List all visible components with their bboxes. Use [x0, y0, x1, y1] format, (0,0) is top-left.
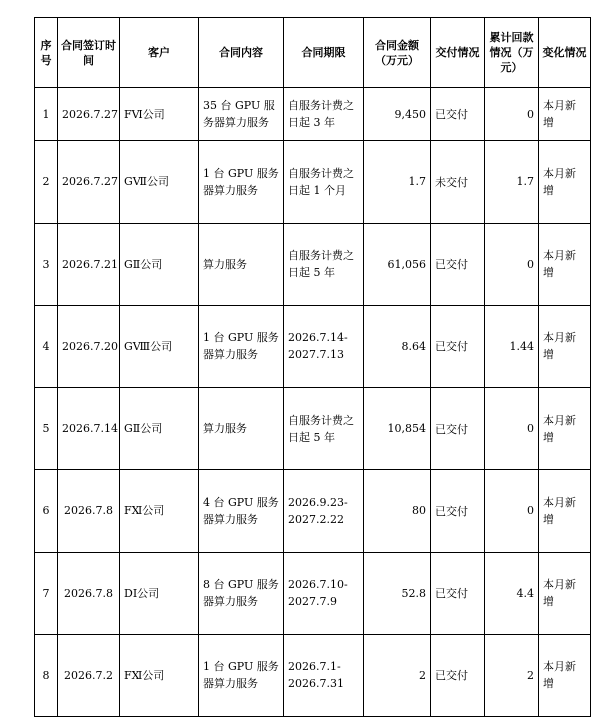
header-content: 合同内容: [199, 18, 284, 88]
cell-term: 自服务计费之日起 5 年: [284, 388, 364, 470]
table-row: [35, 223, 591, 305]
cell-content: 8 台 GPU 服务器算力服务: [199, 552, 284, 634]
header-term: 合同期限: [284, 18, 364, 88]
cell-customer: GⅧ公司: [120, 305, 199, 387]
cell-amount: 10,854: [364, 388, 431, 470]
header-seq: 序号: [35, 18, 58, 88]
cell-content: 1 台 GPU 服务器算力服务: [199, 634, 284, 716]
cell-term: 2026.7.10-2027.7.9: [284, 552, 364, 634]
cell-change: 本月新增: [539, 305, 591, 387]
cell-delivery: 已交付: [431, 470, 485, 552]
cell-seq: 7: [35, 552, 58, 634]
header-delivery: 交付情况: [431, 18, 485, 88]
header-date: 合同签订时间: [58, 18, 120, 88]
cell-customer: GⅦ公司: [120, 141, 199, 223]
cell-amount: 61,056: [364, 223, 431, 305]
table-row: [35, 88, 591, 141]
cell-date: 2026.7.8: [58, 470, 120, 552]
header-customer: 客户: [120, 18, 199, 88]
cell-change: 本月新增: [539, 388, 591, 470]
cell-customer: FⅥ公司: [120, 88, 199, 141]
table-header-row: [35, 18, 591, 88]
cell-customer: DⅠ公司: [120, 552, 199, 634]
cell-change: 本月新增: [539, 634, 591, 716]
cell-change: 本月新增: [539, 88, 591, 141]
cell-customer: FⅪ公司: [120, 470, 199, 552]
cell-amount: 1.7: [364, 141, 431, 223]
header-change: 变化情况: [539, 18, 591, 88]
cell-term: 自服务计费之日起 1 个月: [284, 141, 364, 223]
cell-date: 2026.7.27: [58, 141, 120, 223]
cell-seq: 1: [35, 88, 58, 141]
cell-term: 2026.7.14-2027.7.13: [284, 305, 364, 387]
cell-date: 2026.7.2: [58, 634, 120, 716]
cell-seq: 5: [35, 388, 58, 470]
table-row: [35, 388, 591, 470]
cell-delivery: 已交付: [431, 634, 485, 716]
cell-content: 算力服务: [199, 223, 284, 305]
cell-delivery: 已交付: [431, 88, 485, 141]
cell-seq: 8: [35, 634, 58, 716]
cell-change: 本月新增: [539, 552, 591, 634]
cell-content: 4 台 GPU 服务器算力服务: [199, 470, 284, 552]
cell-date: 2026.7.27: [58, 88, 120, 141]
cell-amount: 9,450: [364, 88, 431, 141]
cell-date: 2026.7.14: [58, 388, 120, 470]
cell-change: 本月新增: [539, 141, 591, 223]
header-amount: 合同金额（万元）: [364, 18, 431, 88]
cell-amount: 52.8: [364, 552, 431, 634]
cell-content: 1 台 GPU 服务器算力服务: [199, 141, 284, 223]
cell-term: 自服务计费之日起 5 年: [284, 223, 364, 305]
cell-customer: GⅡ公司: [120, 388, 199, 470]
cell-date: 2026.7.8: [58, 552, 120, 634]
cell-change: 本月新增: [539, 470, 591, 552]
table-row: [35, 305, 591, 387]
cell-customer: GⅡ公司: [120, 223, 199, 305]
cell-delivery: 已交付: [431, 388, 485, 470]
cell-content: 1 台 GPU 服务器算力服务: [199, 305, 284, 387]
cell-term: 2026.7.1-2026.7.31: [284, 634, 364, 716]
table-row: [35, 141, 591, 223]
cell-seq: 6: [35, 470, 58, 552]
cell-amount: 2: [364, 634, 431, 716]
cell-collected: 4.4: [485, 552, 539, 634]
cell-delivery: 未交付: [431, 141, 485, 223]
contracts-table: [34, 17, 591, 717]
cell-delivery: 已交付: [431, 223, 485, 305]
cell-seq: 4: [35, 305, 58, 387]
cell-date: 2026.7.20: [58, 305, 120, 387]
cell-content: 算力服务: [199, 388, 284, 470]
cell-collected: 1.44: [485, 305, 539, 387]
cell-content: 35 台 GPU 服务器算力服务: [199, 88, 284, 141]
cell-collected: 1.7: [485, 141, 539, 223]
table-row: [35, 470, 591, 552]
cell-term: 2026.9.23-2027.2.22: [284, 470, 364, 552]
cell-term: 自服务计费之日起 3 年: [284, 88, 364, 141]
cell-delivery: 已交付: [431, 305, 485, 387]
table-row: [35, 634, 591, 716]
cell-seq: 2: [35, 141, 58, 223]
table-row: [35, 552, 591, 634]
cell-delivery: 已交付: [431, 552, 485, 634]
cell-collected: 0: [485, 388, 539, 470]
cell-amount: 8.64: [364, 305, 431, 387]
cell-change: 本月新增: [539, 223, 591, 305]
cell-date: 2026.7.21: [58, 223, 120, 305]
cell-amount: 80: [364, 470, 431, 552]
cell-customer: FⅪ公司: [120, 634, 199, 716]
cell-collected: 0: [485, 470, 539, 552]
cell-collected: 2: [485, 634, 539, 716]
cell-collected: 0: [485, 88, 539, 141]
cell-seq: 3: [35, 223, 58, 305]
cell-collected: 0: [485, 223, 539, 305]
header-collected: 累计回款情况（万元）: [485, 18, 539, 88]
